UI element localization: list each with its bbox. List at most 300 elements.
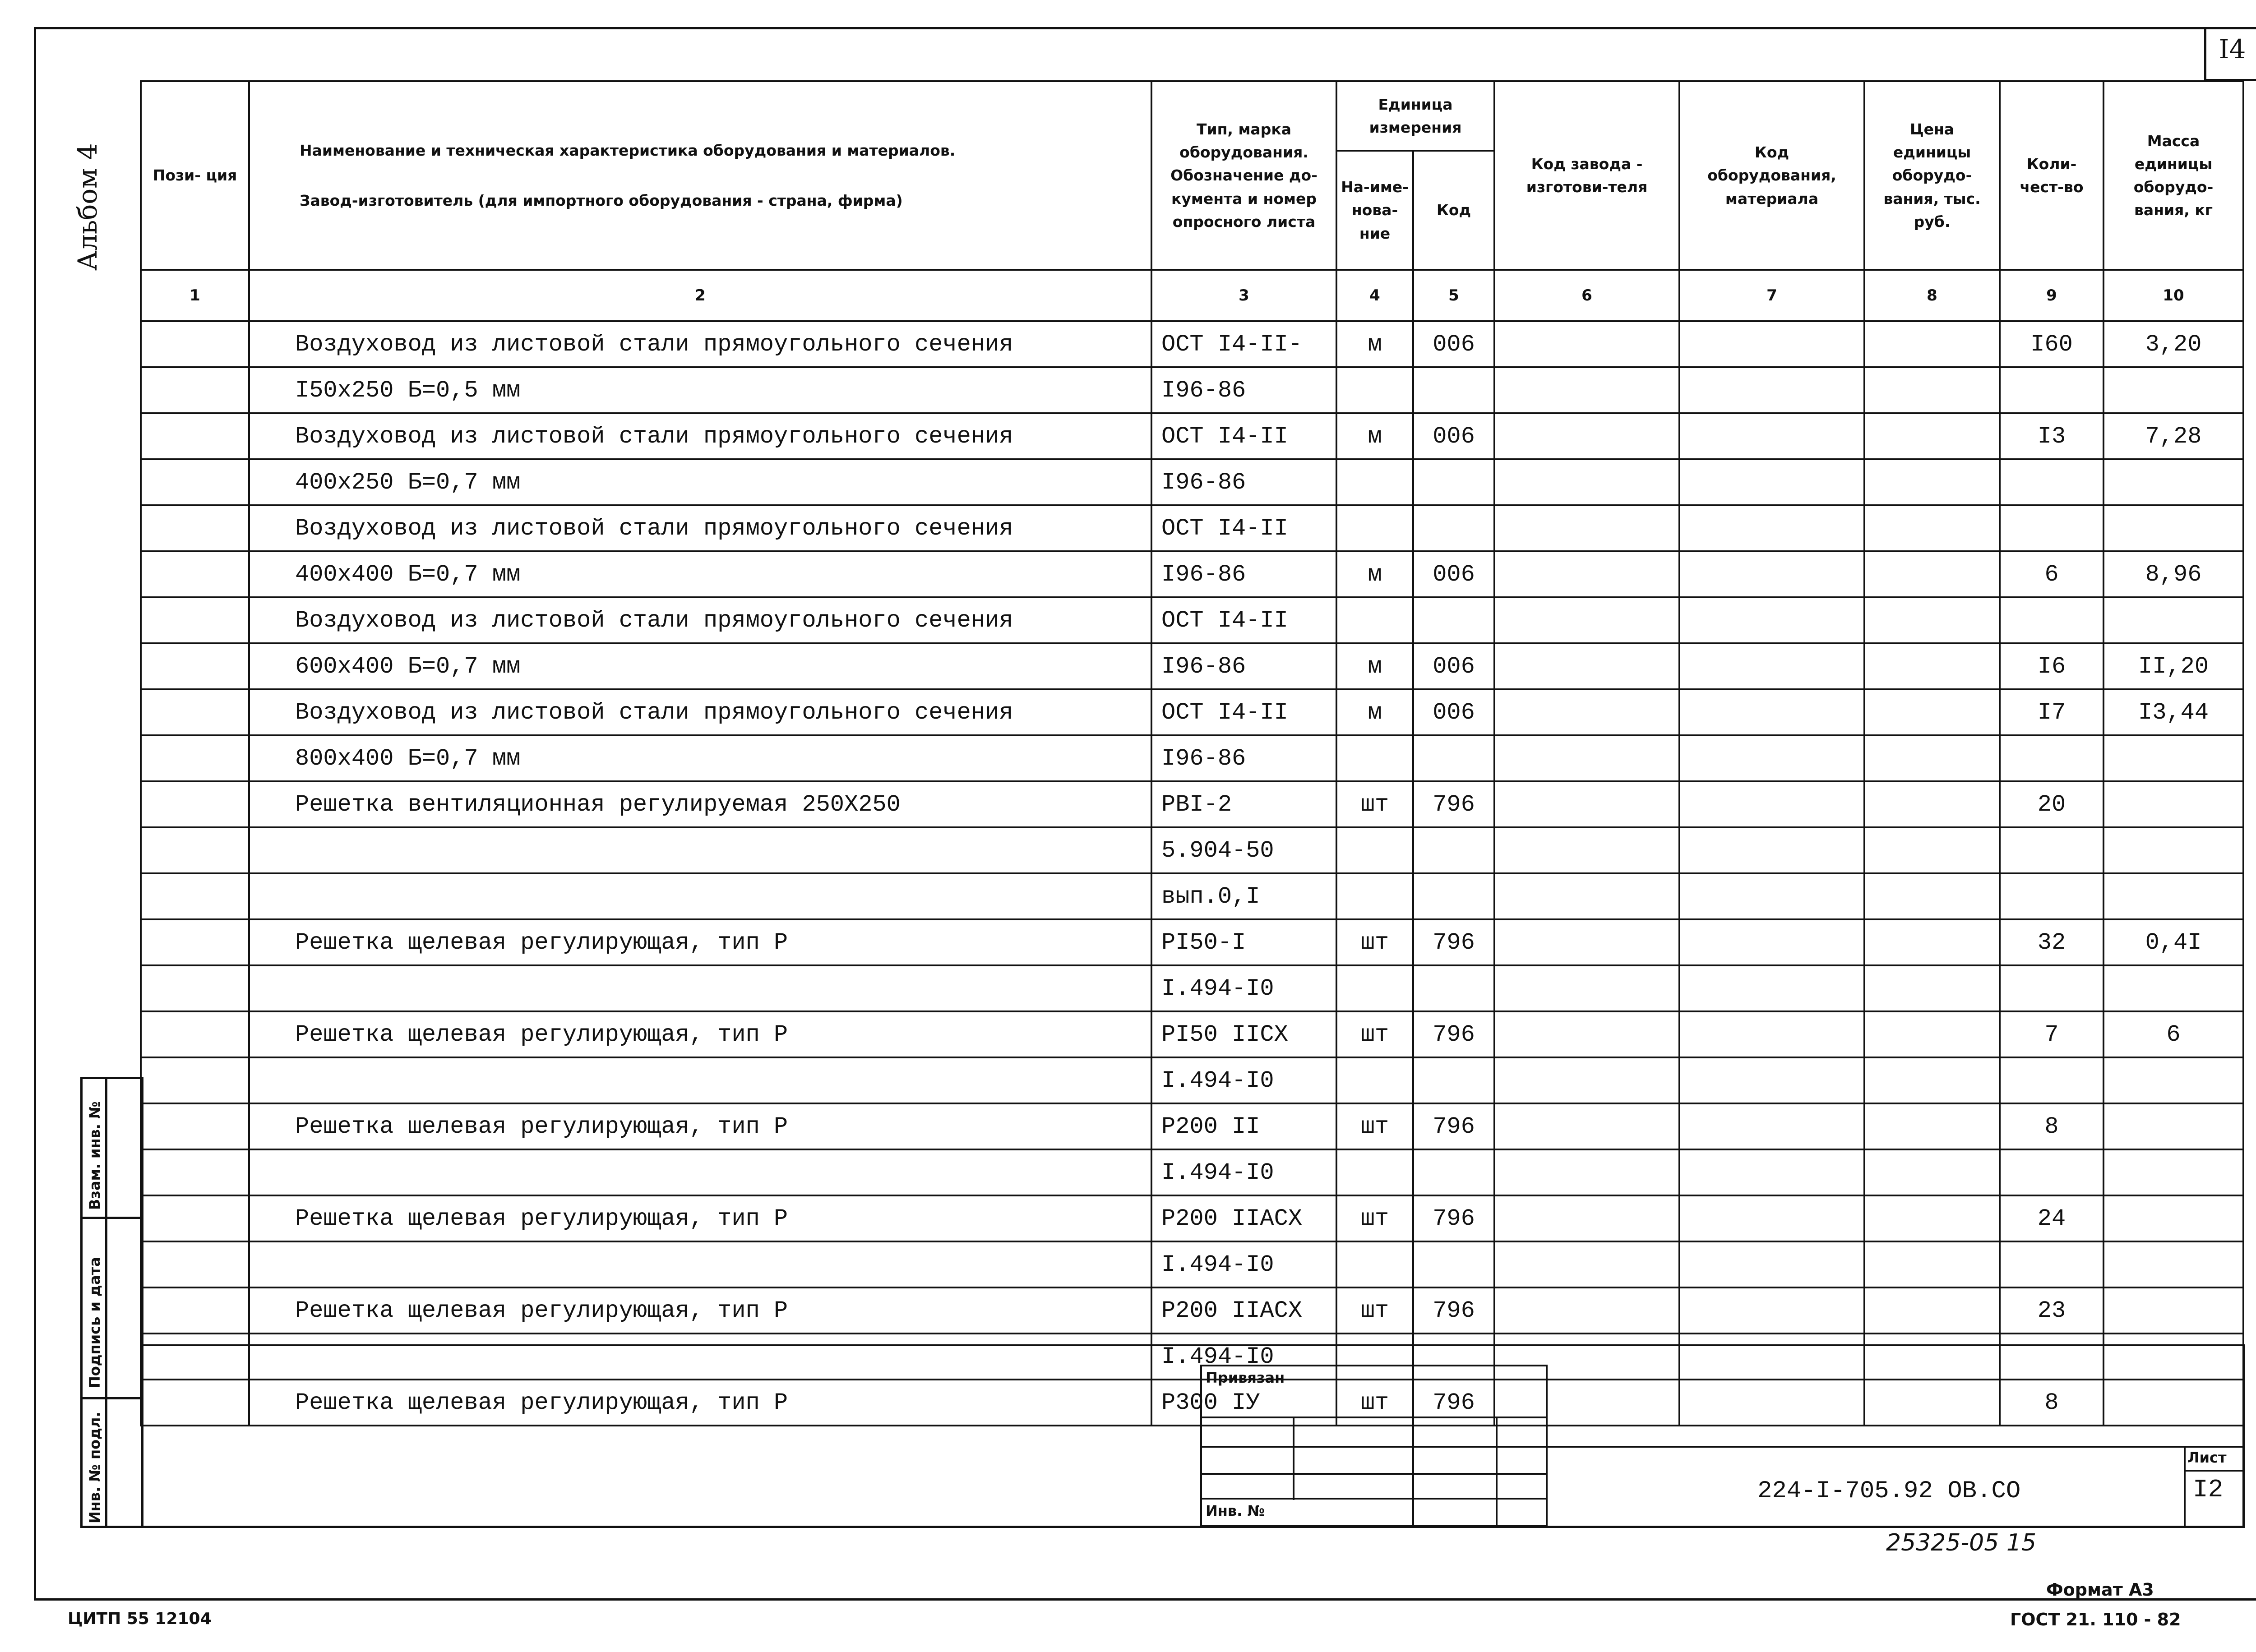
cell-price [1864, 413, 2000, 459]
cell-price [1864, 1011, 2000, 1057]
cell-mass [2103, 1195, 2243, 1241]
cell-unit: шт [1336, 1103, 1413, 1149]
cell-price [1864, 643, 2000, 689]
cell-position [141, 689, 249, 735]
col-number: 8 [1864, 270, 2000, 321]
cell-unit-code: 006 [1413, 413, 1494, 459]
cell-unit [1336, 1149, 1413, 1195]
cell-position [141, 1057, 249, 1103]
cell-position [141, 1241, 249, 1287]
cell-price [1864, 781, 2000, 827]
cell-quantity [2000, 827, 2103, 873]
col-number: 4 [1336, 270, 1413, 321]
cell-price [1864, 873, 2000, 919]
cell-name: Решетка вентиляционная регулируемая 250X250 [249, 781, 1151, 827]
cell-position [141, 827, 249, 873]
cell-name: Воздуховод из листовой стали прямоугольного сечения [249, 689, 1151, 735]
handwritten-number: 25325-05 15 [1886, 1529, 2037, 1556]
cell-unit-code: 006 [1413, 551, 1494, 597]
cell-type: I96-86 [1151, 551, 1336, 597]
cell-position [141, 597, 249, 643]
cell-equipment-code [1679, 551, 1864, 597]
cell-type: I.494-I0 [1151, 1057, 1336, 1103]
cell-quantity: 20 [2000, 781, 2103, 827]
cell-quantity: 8 [2000, 1103, 2103, 1149]
cell-name [249, 873, 1151, 919]
cell-factory-code [1494, 1057, 1679, 1103]
column-number-row [141, 270, 2243, 321]
header-mass: Масса единицы оборудо-вания, кг [2103, 81, 2243, 270]
cell-unit [1336, 965, 1413, 1011]
cell-type: ОСТ I4-II [1151, 689, 1336, 735]
table-row [141, 781, 2243, 827]
cell-unit: м [1336, 551, 1413, 597]
cell-mass [2103, 505, 2243, 551]
cell-quantity [2000, 1334, 2103, 1380]
cell-quantity [2000, 1057, 2103, 1103]
cell-mass: 0,4I [2103, 919, 2243, 965]
cell-name [249, 1241, 1151, 1287]
cell-equipment-code [1679, 735, 1864, 781]
cell-name: Решетка щелевая регулирующая, тип Р [249, 1011, 1151, 1057]
cell-unit [1336, 1241, 1413, 1287]
cell-mass [2103, 597, 2243, 643]
table-row [141, 413, 2243, 459]
cell-type: Р200 IIACX [1151, 1195, 1336, 1241]
cell-factory-code [1494, 1103, 1679, 1149]
table-row [141, 1380, 2243, 1426]
table-row [141, 1149, 2243, 1195]
cell-quantity: 32 [2000, 919, 2103, 965]
cell-mass: I3,44 [2103, 689, 2243, 735]
cell-quantity: 8 [2000, 1380, 2103, 1426]
cell-name: Решетка щелевая регулирующая, тип Р [249, 1380, 1151, 1426]
cell-mass [2103, 1149, 2243, 1195]
cell-unit-code [1413, 367, 1494, 413]
title-block-right-line [2242, 1344, 2245, 1527]
cell-unit [1336, 827, 1413, 873]
cell-position [141, 1103, 249, 1149]
cell-position [141, 413, 249, 459]
table-row [141, 551, 2243, 597]
cell-factory-code [1494, 781, 1679, 827]
cell-price [1864, 965, 2000, 1011]
cell-type: вып.0,I [1151, 873, 1336, 919]
cell-position [141, 321, 249, 367]
cell-type: I.494-I0 [1151, 965, 1336, 1011]
cell-mass [2103, 781, 2243, 827]
cell-unit: шт [1336, 1195, 1413, 1241]
cell-unit-code: 796 [1413, 1380, 1494, 1426]
cell-name [249, 965, 1151, 1011]
cell-mass [2103, 1334, 2243, 1380]
cell-equipment-code [1679, 1195, 1864, 1241]
cell-type: РВI-2 [1151, 781, 1336, 827]
cell-unit-code: 796 [1413, 919, 1494, 965]
table-row [141, 597, 2243, 643]
stamp-divider [83, 1397, 141, 1399]
cell-equipment-code [1679, 873, 1864, 919]
col-number: 9 [2000, 270, 2103, 321]
table-row [141, 1011, 2243, 1057]
title-block-bottom-line [143, 1526, 2245, 1528]
cell-quantity: 6 [2000, 551, 2103, 597]
cell-factory-code [1494, 1011, 1679, 1057]
cell-quantity [2000, 367, 2103, 413]
format-label: Формат А3 [2046, 1580, 2154, 1600]
cell-name: Воздуховод из листовой стали прямоугольного сечения [249, 413, 1151, 459]
attached-divider [1412, 1417, 1414, 1527]
cell-position [141, 873, 249, 919]
cell-price [1864, 919, 2000, 965]
cell-equipment-code [1679, 827, 1864, 873]
cell-factory-code [1494, 413, 1679, 459]
cell-name: Воздуховод из листовой стали прямоугольного сечения [249, 321, 1151, 367]
table-row [141, 919, 2243, 965]
cell-equipment-code [1679, 1241, 1864, 1287]
header-position: Пози- ция [141, 81, 249, 270]
cell-factory-code [1494, 1149, 1679, 1195]
table-row [141, 827, 2243, 873]
title-block-top-line [143, 1344, 2245, 1346]
cell-name [249, 1057, 1151, 1103]
cell-position [141, 965, 249, 1011]
cell-factory-code [1494, 505, 1679, 551]
attached-divider [1496, 1417, 1498, 1527]
cell-price [1864, 505, 2000, 551]
cell-price [1864, 827, 2000, 873]
cell-equipment-code [1679, 965, 1864, 1011]
cell-type: I96-86 [1151, 367, 1336, 413]
col-number: 6 [1494, 270, 1679, 321]
cell-quantity [2000, 505, 2103, 551]
cell-factory-code [1494, 965, 1679, 1011]
cell-price [1864, 1241, 2000, 1287]
cell-quantity [2000, 1149, 2103, 1195]
cell-price [1864, 321, 2000, 367]
cell-price [1864, 689, 2000, 735]
cell-name: 400x400 Б=0,7 мм [249, 551, 1151, 597]
cell-position [141, 735, 249, 781]
cell-mass [2103, 1287, 2243, 1334]
cell-name: Решетка щелевая регулирующая, тип Р [249, 1287, 1151, 1334]
cell-unit-code [1413, 1149, 1494, 1195]
cell-unit: шт [1336, 1011, 1413, 1057]
cell-position [141, 643, 249, 689]
cell-equipment-code [1679, 689, 1864, 735]
cell-unit-code: 006 [1413, 643, 1494, 689]
cell-position [141, 505, 249, 551]
cell-unit: шт [1336, 1380, 1413, 1426]
cell-position [141, 781, 249, 827]
table-row [141, 735, 2243, 781]
doc-code-top-line [1548, 1446, 2245, 1448]
cell-type: I.494-I0 [1151, 1149, 1336, 1195]
cell-name: I50x250 Б=0,5 мм [249, 367, 1151, 413]
cell-unit: шт [1336, 919, 1413, 965]
header-name-line1: Наименование и техническая характеристика оборудования и материалов. [300, 141, 956, 159]
table-row [141, 321, 2243, 367]
cell-quantity: 24 [2000, 1195, 2103, 1241]
cell-unit [1336, 459, 1413, 505]
sheet-value: I2 [2193, 1475, 2224, 1504]
cell-factory-code [1494, 1287, 1679, 1334]
cell-price [1864, 1103, 2000, 1149]
cell-unit-code [1413, 1057, 1494, 1103]
attached-label: Привязан [1206, 1369, 1285, 1386]
cell-equipment-code [1679, 1149, 1864, 1195]
table-row [141, 873, 2243, 919]
cell-factory-code [1494, 689, 1679, 735]
sheet-corner-number: I4 [2219, 34, 2246, 65]
cell-position [141, 1011, 249, 1057]
cell-price [1864, 1380, 2000, 1426]
cell-factory-code [1494, 597, 1679, 643]
cell-unit-code: 006 [1413, 689, 1494, 735]
cell-equipment-code [1679, 1057, 1864, 1103]
cell-quantity: 23 [2000, 1287, 2103, 1334]
cell-unit-code [1413, 1241, 1494, 1287]
cell-mass: 3,20 [2103, 321, 2243, 367]
cell-equipment-code [1679, 643, 1864, 689]
cell-quantity: 7 [2000, 1011, 2103, 1057]
cell-price [1864, 1149, 2000, 1195]
cell-price [1864, 459, 2000, 505]
cell-unit [1336, 597, 1413, 643]
cell-type: ОСТ I4-II [1151, 597, 1336, 643]
table-row [141, 689, 2243, 735]
cell-equipment-code [1679, 459, 1864, 505]
cell-quantity [2000, 459, 2103, 505]
cell-equipment-code [1679, 1334, 1864, 1380]
cell-unit-code [1413, 459, 1494, 505]
cell-unit-code: 006 [1413, 321, 1494, 367]
cell-unit: м [1336, 689, 1413, 735]
cell-price [1864, 551, 2000, 597]
cell-equipment-code [1679, 1011, 1864, 1057]
cell-mass: 7,28 [2103, 413, 2243, 459]
cell-type: ОСТ I4-II [1151, 505, 1336, 551]
cell-type: I96-86 [1151, 643, 1336, 689]
cell-mass [2103, 1241, 2243, 1287]
col-number: 7 [1679, 270, 1864, 321]
col-number: 2 [249, 270, 1151, 321]
cell-equipment-code [1679, 597, 1864, 643]
cell-unit: м [1336, 321, 1413, 367]
cell-type: I96-86 [1151, 459, 1336, 505]
cell-position [141, 1195, 249, 1241]
specification-table [140, 80, 2244, 1426]
cell-price [1864, 1287, 2000, 1334]
cell-price [1864, 735, 2000, 781]
cell-position [141, 1334, 249, 1380]
cell-unit [1336, 505, 1413, 551]
table-row [141, 965, 2243, 1011]
cell-unit: шт [1336, 1287, 1413, 1334]
cell-equipment-code [1679, 505, 1864, 551]
cell-quantity [2000, 965, 2103, 1011]
cell-quantity [2000, 597, 2103, 643]
cell-quantity: I60 [2000, 321, 2103, 367]
stamp-divider [105, 1079, 107, 1526]
cell-equipment-code [1679, 781, 1864, 827]
cell-mass: 8,96 [2103, 551, 2243, 597]
cell-equipment-code [1679, 1103, 1864, 1149]
cell-mass [2103, 1103, 2243, 1149]
cell-unit-code: 796 [1413, 1011, 1494, 1057]
cell-name [249, 1334, 1151, 1380]
cell-mass [2103, 459, 2243, 505]
inv-no-label: Инв. № [1206, 1502, 1265, 1519]
cell-price [1864, 367, 2000, 413]
cell-mass [2103, 827, 2243, 873]
cell-position [141, 459, 249, 505]
cell-unit: шт [1336, 781, 1413, 827]
cell-unit-code [1413, 505, 1494, 551]
printer-code: ЦИТП 55 12104 [68, 1610, 212, 1628]
cell-name: Решетка щелевая регулирующая, тип Р [249, 1195, 1151, 1241]
cell-mass: 6 [2103, 1011, 2243, 1057]
cell-type: Р200 IIACX [1151, 1287, 1336, 1334]
cell-quantity [2000, 873, 2103, 919]
cell-name: Воздуховод из листовой стали прямоугольного сечения [249, 505, 1151, 551]
table-row [141, 1195, 2243, 1241]
cell-factory-code [1494, 1241, 1679, 1287]
cell-equipment-code [1679, 1380, 1864, 1426]
cell-factory-code [1494, 1195, 1679, 1241]
cell-type: Р200 II [1151, 1103, 1336, 1149]
table-row [141, 1241, 2243, 1287]
table-row [141, 643, 2243, 689]
cell-price [1864, 1195, 2000, 1241]
cell-unit: м [1336, 413, 1413, 459]
stamp-sign-date: Подпись и дата [86, 1257, 103, 1388]
table-row [141, 1287, 2243, 1334]
header-unit-code: Код [1413, 151, 1494, 270]
cell-unit-code [1413, 873, 1494, 919]
cell-unit [1336, 873, 1413, 919]
cell-unit [1336, 735, 1413, 781]
header-quantity: Коли-чест-во [2000, 81, 2103, 270]
header-price: Цена единицы оборудо-вания, тыс. руб. [1864, 81, 2000, 270]
cell-factory-code [1494, 735, 1679, 781]
cell-factory-code [1494, 459, 1679, 505]
stamp-replace-inv: Взам. инв. № [86, 1101, 103, 1210]
table-row [141, 459, 2243, 505]
cell-unit-code [1413, 597, 1494, 643]
header-type: Тип, марка оборудования. Обозначение до-кумента и номер опросного листа [1151, 81, 1336, 270]
cell-unit-code: 796 [1413, 1195, 1494, 1241]
header-equipment-code: Код оборудования, материала [1679, 81, 1864, 270]
cell-name: Воздуховод из листовой стали прямоугольного сечения [249, 597, 1151, 643]
stamp-divider [83, 1217, 141, 1219]
table-row [141, 1334, 2243, 1380]
cell-factory-code [1494, 321, 1679, 367]
cell-equipment-code [1679, 321, 1864, 367]
col-number: 5 [1413, 270, 1494, 321]
header-factory-code: Код завода - изготови-теля [1494, 81, 1679, 270]
cell-type: I.494-I0 [1151, 1241, 1336, 1287]
sheet-label: Лист [2187, 1449, 2227, 1466]
header-name-line2: Завод-изготовитель (для импортного оборудования - страна, фирма) [300, 192, 903, 209]
cell-quantity: I6 [2000, 643, 2103, 689]
cell-name: Решетка шелевая регулирующая, тип Р [249, 1103, 1151, 1149]
cell-type: РI50 IICX [1151, 1011, 1336, 1057]
cell-equipment-code [1679, 1287, 1864, 1334]
cell-price [1864, 1334, 2000, 1380]
cell-mass [2103, 367, 2243, 413]
cell-factory-code [1494, 367, 1679, 413]
cell-unit-code [1413, 827, 1494, 873]
cell-unit: м [1336, 643, 1413, 689]
cell-quantity: I3 [2000, 413, 2103, 459]
cell-mass [2103, 1380, 2243, 1426]
cell-factory-code [1494, 919, 1679, 965]
cell-quantity: I7 [2000, 689, 2103, 735]
cell-type: 5.904-50 [1151, 827, 1336, 873]
cell-name: 600x400 Б=0,7 мм [249, 643, 1151, 689]
cell-mass [2103, 873, 2243, 919]
table-row [141, 1057, 2243, 1103]
stamp-inv-orig: Инв. № подл. [86, 1412, 103, 1523]
cell-unit-code: 796 [1413, 1287, 1494, 1334]
cell-factory-code [1494, 827, 1679, 873]
cell-type: РI50-I [1151, 919, 1336, 965]
cell-mass [2103, 1057, 2243, 1103]
cell-mass [2103, 965, 2243, 1011]
cell-unit [1336, 1057, 1413, 1103]
cell-name: 800x400 Б=0,7 мм [249, 735, 1151, 781]
cell-position [141, 367, 249, 413]
header-name [249, 81, 1151, 270]
cell-equipment-code [1679, 367, 1864, 413]
cell-unit-code: 796 [1413, 781, 1494, 827]
sheet-cell-line [2184, 1446, 2186, 1527]
document-code: 224-I-705.92 ОВ.СО [1757, 1477, 2021, 1505]
cell-position [141, 1287, 249, 1334]
cell-unit [1336, 367, 1413, 413]
header-unit: Единица измерения [1336, 81, 1494, 151]
cell-unit-code: 796 [1413, 1103, 1494, 1149]
cell-type: Р300 IУ [1151, 1380, 1336, 1426]
attached-divider [1293, 1417, 1294, 1500]
cell-name [249, 1149, 1151, 1195]
cell-type: ОСТ I4-II [1151, 413, 1336, 459]
cell-mass: II,20 [2103, 643, 2243, 689]
cell-position [141, 1380, 249, 1426]
cell-type: I96-86 [1151, 735, 1336, 781]
cell-equipment-code [1679, 919, 1864, 965]
cell-position [141, 1149, 249, 1195]
cell-price [1864, 1057, 2000, 1103]
cell-quantity [2000, 735, 2103, 781]
cell-price [1864, 597, 2000, 643]
col-number: 1 [141, 270, 249, 321]
cell-name: 400x250 Б=0,7 мм [249, 459, 1151, 505]
cell-factory-code [1494, 643, 1679, 689]
cell-type: I.494-I0 [1151, 1334, 1336, 1380]
table-row [141, 1103, 2243, 1149]
cell-unit-code [1413, 735, 1494, 781]
cell-name: Решетка щелевая регулирующая, тип Р [249, 919, 1151, 965]
cell-name [249, 827, 1151, 873]
cell-equipment-code [1679, 413, 1864, 459]
header-unit-name: На-име-нова-ние [1336, 151, 1413, 270]
table-row [141, 505, 2243, 551]
cell-factory-code [1494, 873, 1679, 919]
cell-quantity [2000, 1241, 2103, 1287]
table-row [141, 367, 2243, 413]
